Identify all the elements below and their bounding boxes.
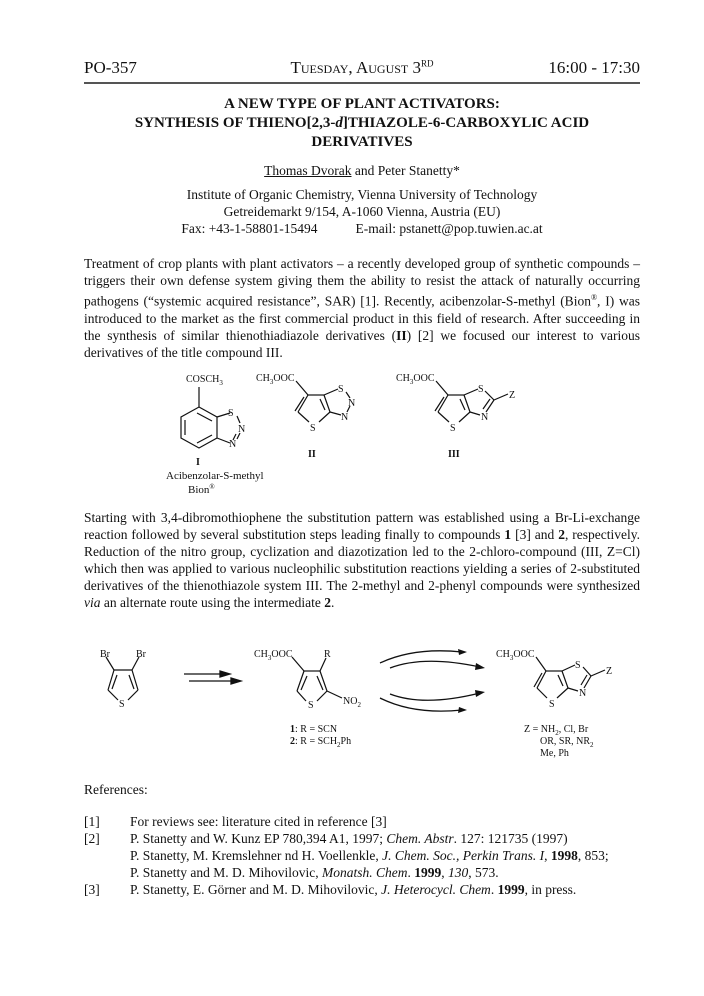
int-ester-bond (292, 657, 304, 671)
scheme-svg (84, 645, 640, 765)
dibromothiophene-bonds (106, 657, 139, 700)
synthesis-bold-3: 2 (324, 595, 332, 610)
compound-ii-atom-n2: N (341, 412, 349, 423)
curved-arrows-icon (380, 651, 480, 711)
int-no2-bond (327, 691, 342, 698)
iii-n-bond (470, 412, 480, 415)
compound-iii-atom-s2: S (450, 423, 456, 434)
intermediate-ester: $CH_3OOC$ (254, 649, 293, 662)
ii-n-bond (330, 412, 341, 415)
paper-title (84, 95, 640, 152)
compound-iii-atom-z: Z (509, 390, 516, 401)
reference-line: P. Stanetty, M. Kremslehner nd H. Voellenkle, J. Chem. Soc., Perkin Trans. I, 1998, 853; (130, 848, 609, 863)
affiliation-address: Getreidemarkt 9/154, A-1060 Vienna, Austria (EU) (223, 204, 501, 219)
curved-arrow-top-inner (390, 661, 480, 668)
reference-number: [3] (84, 882, 100, 897)
synthesis-via: via (84, 595, 101, 610)
intermediate-legend-1: 1: R = SCN (290, 724, 338, 735)
synthesis-text-2: [3] and (511, 527, 559, 542)
references-heading: References: (84, 782, 148, 797)
structures-svg (84, 365, 640, 495)
reference-year: 1999 (414, 865, 442, 880)
figure-structures (84, 365, 640, 495)
intro-bold-ii: II (396, 327, 407, 343)
product-ester: $CH_3OOC$ (496, 649, 535, 662)
compound-ii-label: II (308, 449, 316, 460)
intro-paragraph (84, 255, 640, 361)
title-line-3: DERIVATIVES (311, 134, 413, 150)
reference-line: For reviews see: literature cited in reference [3] (130, 814, 387, 829)
compound-ii-atom-n1: N (348, 398, 356, 409)
product-atom-s: S (575, 660, 581, 671)
p-sc-bond (583, 667, 591, 676)
ring-s-right (128, 690, 138, 700)
synthesis-text-4: an alternate route using the intermediate (100, 595, 325, 610)
start-s: S (119, 699, 125, 710)
reference-line: P. Stanetty, E. Görner and M. D. Mihovilovic, J. Heterocycl. Chem. 1999, in press. (130, 882, 577, 897)
compound-ii-atom-s: S (338, 384, 344, 395)
synthesis-text-5: . (331, 595, 335, 610)
compound-ii-atom-s2: S (310, 423, 316, 434)
curved-arrow-bottom-inner (390, 693, 480, 700)
reference-italic: Monatsh. Chem (322, 865, 408, 880)
int-ring-s-right (317, 691, 327, 701)
compound-i-atom-n2: N (229, 439, 237, 450)
reference-body (130, 813, 387, 830)
intermediate-no2: $NO_2$ (343, 696, 361, 709)
synthesis-paragraph (84, 509, 640, 611)
affiliation-contact (84, 220, 640, 237)
reference-year: 1998 (550, 848, 578, 863)
iii-ester-bond (436, 381, 448, 395)
affiliation (84, 186, 640, 237)
product-atom-s2: S (549, 699, 555, 710)
p-z-bond (591, 670, 605, 676)
reference-body (130, 881, 576, 898)
poster-code: PO-357 (84, 58, 137, 77)
arrow-head-bottom-inner (475, 690, 485, 697)
compound-i-label: I (196, 457, 200, 468)
reference-number: [1] (84, 814, 100, 829)
arrow-head-top-inner (475, 663, 485, 670)
intermediate-r: R (324, 649, 331, 660)
product-atom-z: Z (606, 666, 613, 677)
affiliation-institute: Institute of Organic Chemistry, Vienna University of Technology (186, 187, 538, 202)
reference-item (84, 830, 640, 881)
arrow-head-2 (231, 678, 241, 684)
iii-sc-bond (485, 391, 494, 400)
p-fused-double (558, 675, 563, 686)
title-line-2-post: ]THIAZOLE-6-CARBOXYLIC ACID (342, 115, 590, 131)
compound-i-atom-s: S (228, 408, 234, 419)
arrow-head-top-outer (458, 649, 467, 655)
compound-ii-substituent: $CH_3OOC$ (256, 373, 295, 386)
intermediate-legend-2: 2: $R = SCH_2Ph$ (290, 736, 352, 749)
synthesis-bold-1: 1 (504, 527, 512, 542)
product-z-line-1: $Z = NH_2$, Cl, Br (524, 724, 589, 737)
ii-ring-s1 (298, 412, 309, 422)
ii-ring-s2 (319, 412, 330, 422)
product-z-line-2: OR, SR, $NR_2$ (540, 736, 594, 749)
intermediate-bonds (292, 657, 342, 701)
reference-year: 1999 (497, 882, 525, 897)
intermediate-s: S (308, 700, 314, 711)
p-ring-s2 (557, 688, 568, 698)
arrow-head-1 (220, 671, 230, 677)
intro-text-3: ) [2] we focused our interest to various derivatives of the title compound III. (84, 327, 640, 360)
synthesis-text-1: Starting with 3,4-dibromothiophene the substitution pattern was established using a Br-Li-exchange reaction followed by several substitution steps leading finally to compounds (84, 510, 640, 542)
synthesis-text-3: , respectively. Reduction of the nitro group, cyclization and diazotization led to the 2-chloro-compound (III, Z=Cl) which then was applied to various nucleophilic substitution reactions yielding a series of 2-substituted derivatives of the thienothiazole system III. The 2-methyl and 2-phenyl compounds were synthesized (84, 527, 641, 593)
int-ring-s-left (297, 691, 306, 701)
compound-i-substituent: $COSCH_3$ (186, 374, 223, 387)
email: E-mail: pstanett@pop.tuwien.ac.at (355, 221, 543, 236)
p-ring-s1 (537, 688, 547, 698)
reference-item (84, 881, 640, 898)
compound-iii-atom-s: S (478, 384, 484, 395)
reference-italic: 130 (448, 865, 469, 880)
benzene-double-1 (197, 413, 212, 421)
corresponding-author: Peter Stanetty* (377, 163, 460, 178)
compound-i-trade: Bion® (188, 483, 215, 496)
references-list (84, 813, 640, 898)
iii-cn-bond (486, 400, 494, 412)
ring-s-left (108, 690, 118, 700)
ii-ester-bond (296, 381, 308, 395)
reference-italic: Chem. Abstr (386, 831, 454, 846)
session-time: 16:00 - 17:30 (548, 58, 640, 77)
compound-i-name: Acibenzolar-S-methyl (166, 470, 264, 482)
p-n-bond (568, 688, 578, 691)
product-atom-n: N (579, 688, 587, 699)
session-day-sup: RD (421, 58, 434, 69)
figure-reaction-scheme (84, 645, 640, 765)
ring-right-double (129, 675, 134, 689)
iii-ring-s1 (438, 412, 449, 422)
reference-line: P. Stanetty and W. Kunz EP 780,394 A1, 1997; Chem. Abstr. 127: 121735 (1997) (130, 831, 568, 846)
compound-iii-bonds (435, 381, 508, 422)
reference-line: P. Stanetty and M. D. Mihovilovic, Monatsh. Chem. 1999, 130, 573. (130, 865, 499, 880)
ii-fused-double (320, 399, 325, 410)
start-br-2: Br (136, 649, 146, 660)
session-day-text: Tuesday, August 3 (290, 58, 422, 77)
int-ring-right (320, 671, 327, 691)
title-line-1: A NEW TYPE OF PLANT ACTIVATORS: (224, 96, 500, 112)
iii-s-bond (464, 389, 478, 395)
ii-s-bond (324, 389, 338, 395)
p-ester-bond (536, 657, 546, 671)
title-line-2-italic: d (335, 115, 343, 131)
thiadiazole-bond-sn (237, 416, 240, 423)
compound-iii-atom-n: N (481, 412, 489, 423)
fax: Fax: +43-1-58801-15494 (181, 221, 318, 236)
compound-iii-label: III (448, 449, 460, 460)
intro-text-1: Treatment of crop plants with plant activators – a recently developed group of synthetic compounds – triggers their own defense system giving them the ability to resist the attack of naturally occurring pathogens (“systemic acquired resistance”, SAR) [1]. Recently, acibenzolar-S-methyl (Bion (84, 256, 640, 309)
product-z-line-3: Me, Ph (540, 748, 569, 759)
synthesis-bold-2: 2 (558, 527, 565, 542)
product-bonds (534, 657, 605, 698)
page-header (84, 58, 640, 84)
curved-arrow-heads (458, 649, 485, 713)
iii-z-bond (494, 394, 508, 400)
reference-number: [2] (84, 831, 100, 846)
p-s-bond (562, 665, 575, 671)
presenting-author: Thomas Dvorak (264, 163, 352, 178)
multi-step-arrow-icon (184, 671, 241, 684)
ring-left-double (112, 675, 117, 689)
compound-iii-substituent: $CH_3OOC$ (396, 373, 435, 386)
reference-item (84, 813, 640, 830)
reference-body (130, 830, 609, 881)
compound-i-atom-n1: N (238, 424, 246, 435)
arrow-head-bottom-outer (458, 707, 467, 713)
intro-text-2: , I) was introduced to the market as the first commercial product in this field of research. After succeeding in the synthesis of similar thienothiadiazole derivatives ( (84, 293, 640, 343)
iii-fused-double (460, 399, 465, 410)
reference-italic: J. Heterocycl. Chem (381, 882, 491, 897)
int-ring-left (297, 671, 304, 691)
author-joiner: and (351, 163, 378, 178)
start-br-1: Br (100, 649, 110, 660)
iii-ring-s2 (459, 412, 470, 422)
reference-italic: J. Chem. Soc., Perkin Trans. I (382, 848, 545, 863)
authors (84, 163, 640, 179)
registered-mark: ® (590, 293, 598, 302)
title-line-2-pre: SYNTHESIS OF THIENO[2,3- (134, 115, 336, 131)
title-line-2 (84, 114, 640, 133)
